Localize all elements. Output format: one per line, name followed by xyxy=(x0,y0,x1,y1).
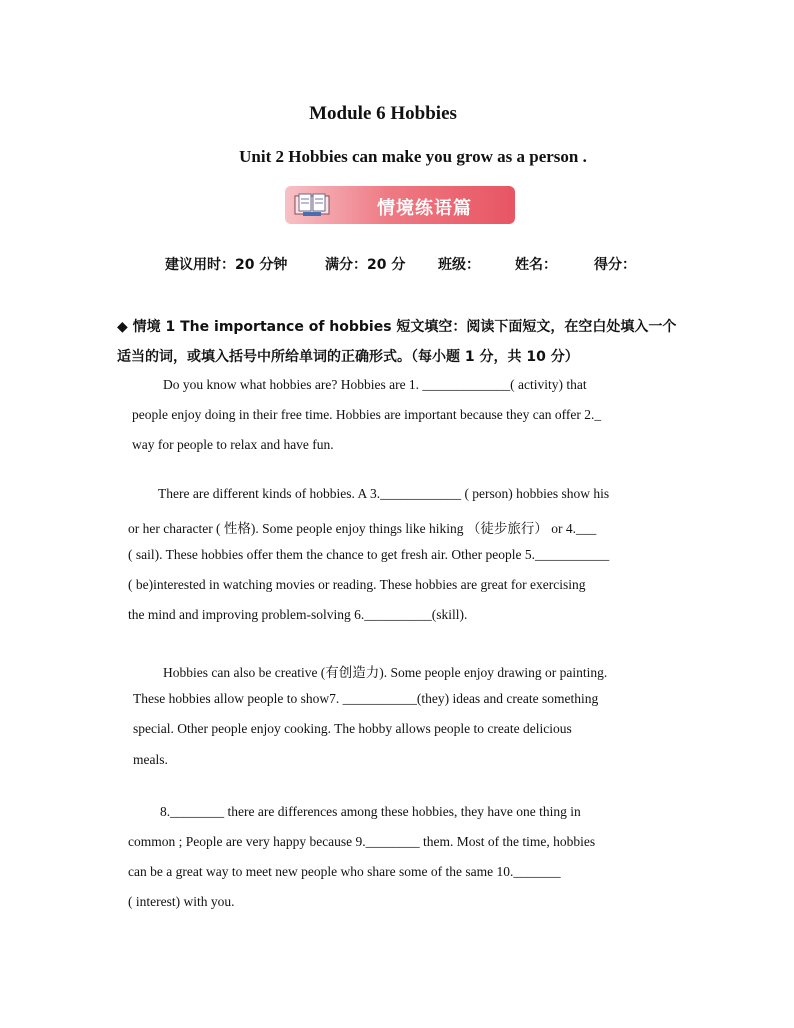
score-label: 得分： xyxy=(594,257,636,273)
book-icon xyxy=(293,192,331,218)
full-score-label: 满分：20 分 xyxy=(325,257,406,273)
passage-line: Hobbies can also be creative (有创造力). Some people enjoy drawing or painting. xyxy=(163,665,608,680)
passage-line: ( sail). These hobbies offer them the chance to get fresh air. Other people 5.___________ xyxy=(128,547,610,562)
passage-line: can be a great way to meet new people who share some of the same 10._______ xyxy=(128,864,561,879)
passage-line: people enjoy doing in their free time. Hobbies are important because they can offer 2._ xyxy=(132,407,602,422)
section-banner xyxy=(285,186,515,224)
time-label: 建议用时：20 分钟 xyxy=(165,257,288,273)
banner-label: 情境练语篇 xyxy=(377,198,472,219)
passage-line: 8.________ there are differences among these hobbies, they have one thing in xyxy=(160,804,581,819)
passage-line: Do you know what hobbies are? Hobbies are 1. _____________( activity) that xyxy=(163,377,587,392)
passage-line: the mind and improving problem-solving 6.__________(skill). xyxy=(128,607,468,622)
passage-line: ( be)interested in watching movies or reading. These hobbies are great for exercising xyxy=(128,577,586,592)
class-label: 班级： xyxy=(438,257,480,273)
page-subtitle: Unit 2 Hobbies can make you grow as a person . xyxy=(239,147,587,166)
passage-line: ( interest) with you. xyxy=(128,894,235,909)
passage-line: special. Other people enjoy cooking. The hobby allows people to create delicious xyxy=(133,721,572,736)
page-title: Module 6 Hobbies xyxy=(309,103,457,124)
passage-line: There are different kinds of hobbies. A 3.____________ ( person) hobbies show his xyxy=(158,486,610,501)
name-label: 姓名： xyxy=(515,257,557,273)
passage-line: These hobbies allow people to show7. ___________(they) ideas and create something xyxy=(133,691,599,706)
instruction-line-2: 适当的词，或填入括号中所给单词的正确形式。（每小题 1 分，共 10 分） xyxy=(117,349,579,365)
passage-line: way for people to relax and have fun. xyxy=(132,437,334,452)
passage-line: or her character ( 性格). Some people enjoy things like hiking （徒步旅行） or 4.___ xyxy=(128,521,597,536)
instruction-line-1: ◆ 情境 1 The importance of hobbies 短文填空：阅读下面短文，在空白处填入一个 xyxy=(117,319,677,335)
passage-line: common ; People are very happy because 9.________ them. Most of the time, hobbies xyxy=(128,834,596,849)
passage-line: meals. xyxy=(133,752,168,767)
